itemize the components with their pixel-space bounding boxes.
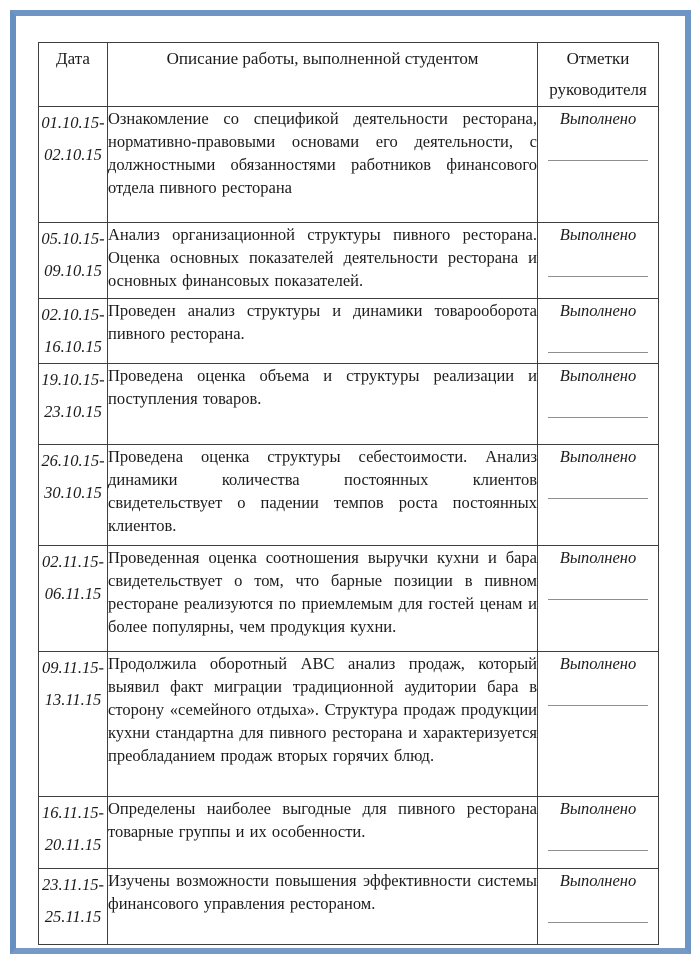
date-range-start: 09.11.15- — [41, 658, 105, 677]
description-cell: Проведен анализ структуры и динамики товарооборота пивного ресторана. — [108, 299, 538, 364]
date-cell — [39, 223, 108, 299]
date-cell — [39, 299, 108, 364]
table-row — [39, 869, 659, 945]
table-row — [39, 797, 659, 869]
mark-cell — [538, 869, 659, 945]
description-cell: Проведена оценка структуры себестоимости. Анализ динамики количества постоянных клиентов свидетельствует о падении темпов роста постоянных клиентов. — [108, 445, 538, 546]
signature-line — [548, 498, 648, 499]
signature-line — [548, 352, 648, 353]
mark-cell — [538, 107, 659, 223]
mark-cell — [538, 546, 659, 652]
date-range-end: 09.10.15 — [44, 261, 102, 280]
table-row — [39, 445, 659, 546]
date-range-end: 16.10.15 — [44, 337, 102, 356]
signature-line — [548, 276, 648, 277]
date-range-end: 20.11.15 — [44, 835, 102, 854]
signature-line — [548, 922, 648, 923]
table-row — [39, 652, 659, 797]
table-row — [39, 364, 659, 445]
date-range-end: 13.11.15 — [44, 690, 102, 709]
signature-line — [548, 417, 648, 418]
date-cell — [39, 364, 108, 445]
mark-label: Выполнено — [559, 109, 637, 128]
description-cell: Изучены возможности повышения эффективности системы финансового управления рестораном. — [108, 869, 538, 945]
signature-line — [548, 599, 648, 600]
table-row — [39, 546, 659, 652]
mark-label: Выполнено — [559, 366, 637, 385]
description-cell: Продолжила оборотный АВС анализ продаж, который выявил факт миграции традиционной аудитории бара в сторону «семейного отдыха». Структура продаж продукции кухни стандартна для пивного ресторана и характеризуется преобладанием продаж вторых горячих блюд. — [108, 652, 538, 797]
date-range-end: 30.10.15 — [44, 483, 102, 502]
description-cell: Определены наиболее выгодные для пивного ресторана товарные группы и их особенности. — [108, 797, 538, 869]
mark-label: Выполнено — [559, 225, 637, 244]
date-range-end: 25.11.15 — [44, 907, 102, 926]
date-range-start: 16.11.15- — [41, 803, 105, 822]
signature-line — [548, 705, 648, 706]
description-cell: Проведенная оценка соотношения выручки кухни и бара свидетельствует о том, что барные позиции в пивном ресторане реализуются по приемлемым для гостей ценам и более популярны, чем продукция кухни. — [108, 546, 538, 652]
table-row — [39, 299, 659, 364]
date-cell — [39, 107, 108, 223]
date-range-start: 02.10.15- — [41, 305, 105, 324]
mark-cell — [538, 364, 659, 445]
date-cell — [39, 869, 108, 945]
header-description: Описание работы, выполненной студентом — [108, 43, 538, 107]
date-cell — [39, 546, 108, 652]
table-row — [39, 107, 659, 223]
mark-cell — [538, 445, 659, 546]
signature-line — [548, 160, 648, 161]
mark-label: Выполнено — [559, 654, 637, 673]
date-cell — [39, 652, 108, 797]
date-cell — [39, 445, 108, 546]
mark-label: Выполнено — [559, 871, 637, 890]
mark-cell — [538, 797, 659, 869]
date-cell — [39, 797, 108, 869]
mark-label: Выполнено — [559, 548, 637, 567]
description-cell: Ознакомление со спецификой деятельности ресторана, нормативно-правовыми основами его деятельности, с должностными обязанностями работников финансового отдела пивного ресторана — [108, 107, 538, 223]
practice-diary-table — [38, 42, 659, 945]
mark-cell — [538, 652, 659, 797]
mark-label: Выполнено — [559, 447, 637, 466]
mark-cell — [538, 299, 659, 364]
header-marks: Отметки руководителя — [538, 43, 659, 107]
date-range-start: 23.11.15- — [41, 875, 105, 894]
table-row — [39, 223, 659, 299]
date-range-start: 19.10.15- — [41, 370, 105, 389]
description-cell: Проведена оценка объема и структуры реализации и поступления товаров. — [108, 364, 538, 445]
date-range-end: 02.10.15 — [44, 145, 102, 164]
mark-label: Выполнено — [559, 799, 637, 818]
practice-diary-table-container — [38, 42, 658, 945]
mark-cell — [538, 223, 659, 299]
mark-label: Выполнено — [559, 301, 637, 320]
date-range-start: 01.10.15- — [41, 113, 105, 132]
header-date: Дата — [39, 43, 108, 107]
date-range-end: 23.10.15 — [44, 402, 102, 421]
date-range-start: 05.10.15- — [41, 229, 105, 248]
description-cell: Анализ организационной структуры пивного ресторана. Оценка основных показателей деятельности ресторана и основных финансовых показателей. — [108, 223, 538, 299]
signature-line — [548, 850, 648, 851]
date-range-end: 06.11.15 — [44, 584, 102, 603]
date-range-start: 02.11.15- — [41, 552, 105, 571]
table-header-row — [39, 43, 659, 107]
date-range-start: 26.10.15- — [41, 451, 105, 470]
